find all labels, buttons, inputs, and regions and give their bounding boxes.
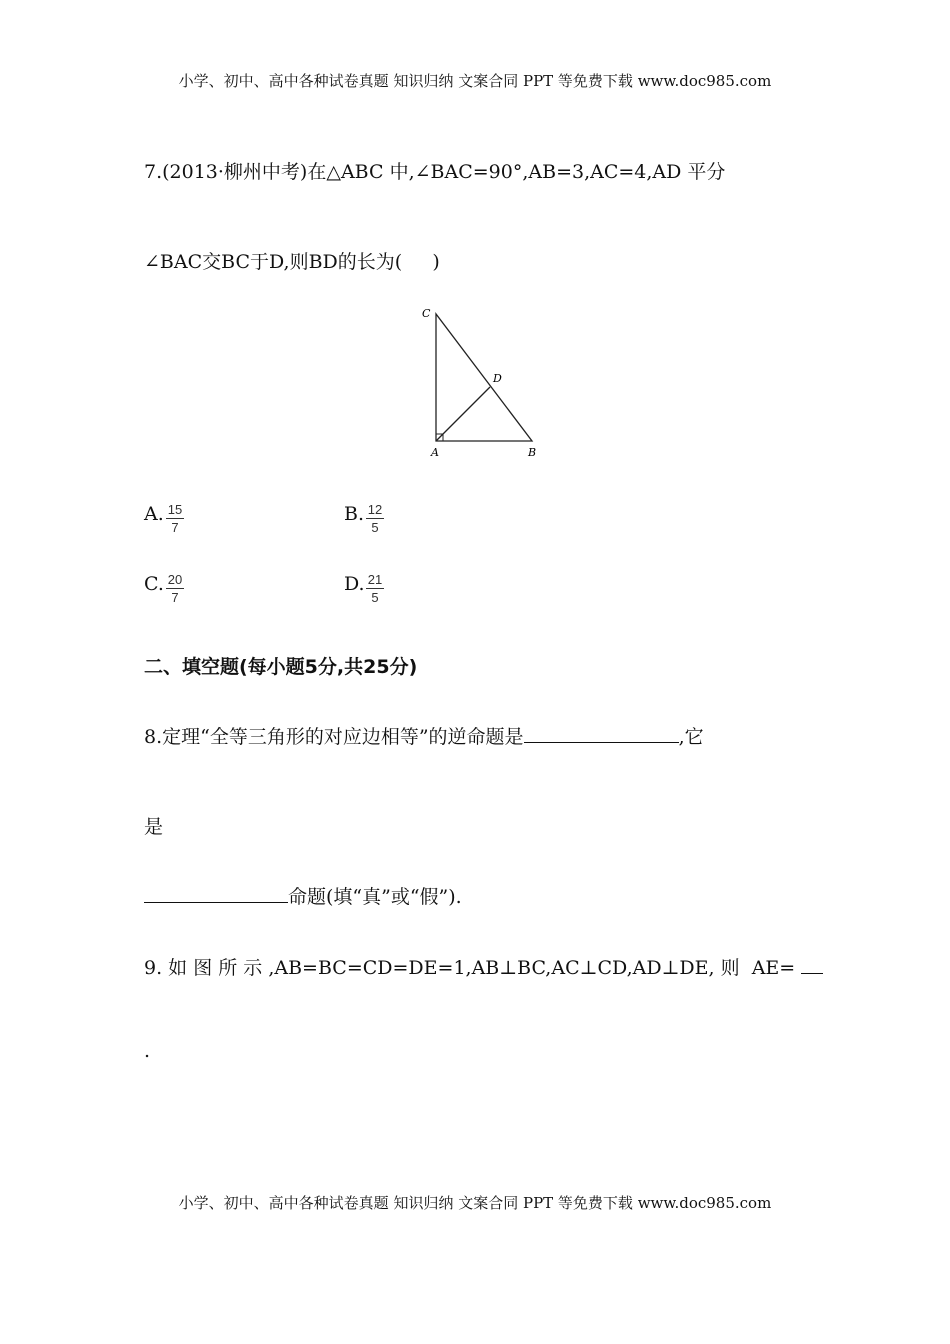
numerator: 21 bbox=[367, 572, 383, 587]
numerator: 20 bbox=[167, 572, 183, 587]
option-c-fraction bbox=[166, 572, 184, 607]
q9-text: 9. 如 图 所 示 ,AB=BC=CD=DE=1,AB⊥BC,AC⊥CD,AD⊥DE, 则 AE= bbox=[144, 957, 796, 979]
option-a-fraction bbox=[166, 502, 184, 537]
numerator: 12 bbox=[367, 502, 383, 517]
q8-line1 bbox=[144, 722, 704, 749]
answer-blank[interactable] bbox=[524, 724, 679, 743]
q8-text-end: ,它 bbox=[678, 726, 704, 748]
denominator: 5 bbox=[371, 520, 379, 535]
option-c[interactable] bbox=[144, 573, 164, 595]
option-b[interactable] bbox=[344, 503, 364, 525]
label-b: B bbox=[528, 446, 537, 459]
q8-line3 bbox=[144, 882, 462, 909]
answer-blank[interactable] bbox=[801, 955, 823, 974]
option-label: A. bbox=[144, 503, 164, 525]
option-label: B. bbox=[344, 503, 365, 525]
option-label: D. bbox=[344, 573, 365, 595]
q9-line1 bbox=[144, 953, 823, 980]
option-a[interactable] bbox=[144, 503, 164, 525]
option-d-fraction bbox=[366, 572, 384, 607]
page-header: 小学、初中、高中各种试卷真题 知识归纳 文案合同 PPT 等免费下载 www.doc985.com bbox=[178, 72, 772, 90]
q7-line1: 7.(2013·柳州中考)在△ABC 中,∠BAC=90°,AB=3,AC=4,AD 平分 bbox=[144, 161, 726, 183]
page-footer: 小学、初中、高中各种试卷真题 知识归纳 文案合同 PPT 等免费下载 www.doc985.com bbox=[178, 1194, 772, 1212]
q9-line2: . bbox=[144, 1040, 151, 1062]
denominator: 7 bbox=[171, 590, 179, 605]
denominator: 7 bbox=[171, 520, 179, 535]
option-d[interactable] bbox=[344, 573, 365, 595]
label-d: D bbox=[493, 372, 502, 385]
label-a: A bbox=[431, 446, 439, 459]
section-heading: 二、填空题(每小题5分,共25分) bbox=[144, 656, 418, 678]
q8-text: 8.定理“全等三角形的对应边相等”的逆命题是 bbox=[144, 726, 524, 748]
denominator: 5 bbox=[371, 590, 379, 605]
q8-line2: 是 bbox=[144, 816, 164, 838]
answer-blank[interactable] bbox=[144, 884, 288, 903]
q7-line2: ∠BAC交BC于D,则BD的长为( ) bbox=[144, 251, 440, 273]
q8-text: 命题(填“真”或“假”). bbox=[288, 886, 462, 908]
option-b-fraction bbox=[366, 502, 384, 537]
label-c: C bbox=[422, 307, 431, 320]
numerator: 15 bbox=[167, 502, 183, 517]
triangle-figure bbox=[400, 300, 560, 470]
option-label: C. bbox=[144, 573, 164, 595]
